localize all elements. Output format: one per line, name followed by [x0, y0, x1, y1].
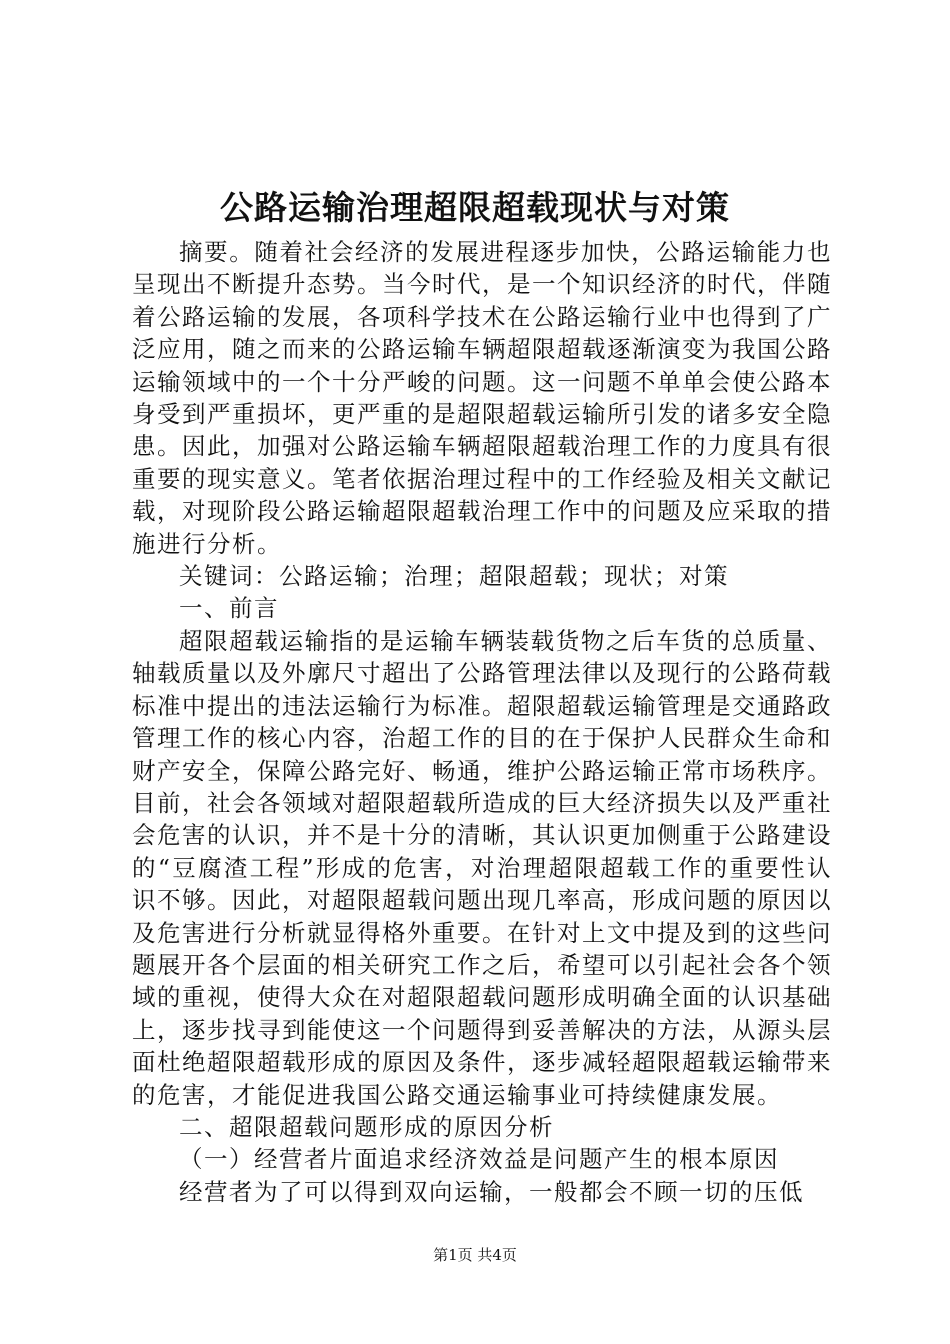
subsection-heading-1: （一）经营者片面追求经济效益是问题产生的根本原因	[179, 1145, 779, 1174]
document-title: 公路运输治理超限超载现状与对策	[220, 188, 730, 227]
document-body	[132, 236, 832, 1208]
preface-paragraph: 超限超载运输指的是运输车辆装载货物之后车货的总质量、轴载质量以及外廓尺寸超出了公路管理法律以及现行的公路荷载标准中提出的违法运输行为标准。超限超载运输管理是交通路政管理工作的核心内容，治超工作的目的在于保护人民群众生命和财产安全，保障公路完好、畅通，维护公路运输正常市场秩序。目前，社会各领域对超限超载所造成的巨大经济损失以及严重社会危害的认识，并不是十分的清晰，其认识更加侧重于公路建设的“豆腐渣工程”形成的危害，对治理超限超载工作的重要性认识不够。因此，对超限超载问题出现几率高，形成问题的原因以及危害进行分析就显得格外重要。在针对上文中提及到的这些问题展开各个层面的相关研究工作之后，希望可以引起社会各个领域的重视，使得大众在对超限超载问题形成明确全面的认识基础上，逐步找寻到能使这一个问题得到妥善解决的方法，从源头层面杜绝超限超载形成的原因及条件，逐步减轻超限超载运输带来的危害，才能促进我国公路交通运输事业可持续健康发展。	[132, 626, 832, 1109]
body-paragraph: 经营者为了可以得到双向运输，一般都会不顾一切的压低	[179, 1177, 804, 1206]
page-footer: 第1页 共4页	[433, 1246, 517, 1264]
section-heading-preface: 一、前言	[179, 594, 279, 623]
keywords-paragraph: 关键词：公路运输；治理；超限超载；现状；对策	[179, 562, 729, 591]
abstract-paragraph: 摘要。随着社会经济的发展进程逐步加快，公路运输能力也呈现出不断提升态势。当今时代，是一个知识经济的时代，伴随着公路运输的发展，各项科学技术在公路运输行业中也得到了广泛应用，随之而来的公路运输车辆超限超载逐渐演变为我国公路运输领域中的一个十分严峻的问题。这一问题不单单会使公路本身受到严重损坏，更严重的是超限超载运输所引发的诸多安全隐患。因此，加强对公路运输车辆超限超载治理工作的力度具有很重要的现实意义。笔者依据治理过程中的工作经验及相关文献记载，对现阶段公路运输超限超载治理工作中的问题及应采取的措施进行分析。	[132, 238, 832, 558]
section-heading-causes: 二、超限超载问题形成的原因分析	[179, 1112, 554, 1141]
